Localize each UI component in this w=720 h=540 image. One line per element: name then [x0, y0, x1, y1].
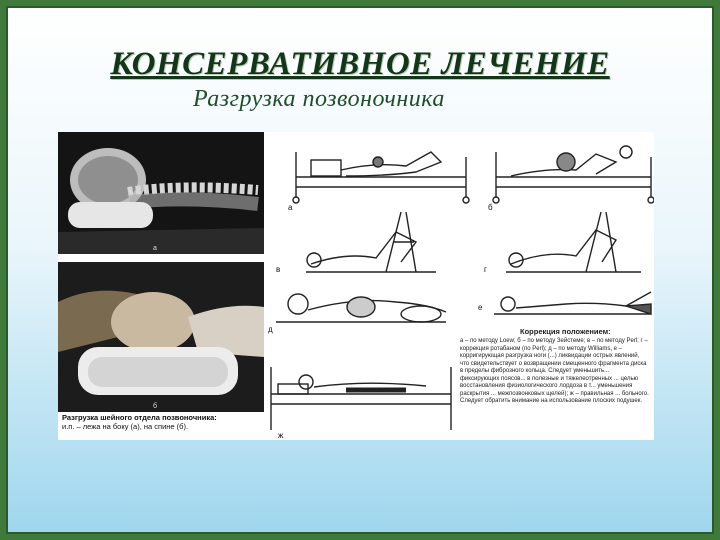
left-caption-title: Разгрузка шейного отдела позвоночника:: [62, 413, 217, 422]
photo-woman-on-pillow: [58, 262, 264, 412]
lying-drawing-e: [494, 292, 651, 314]
panel-letter-b-bottom: б: [153, 403, 158, 410]
left-caption: [62, 414, 262, 431]
slide-subtitle: Разгрузка позвоночника: [193, 86, 445, 112]
slide: [6, 6, 714, 534]
leg-support-drawing-g: [506, 212, 641, 272]
figure-legend: [460, 327, 650, 406]
panel-letter-a-top: а: [153, 245, 157, 252]
left-caption-text: и.п. – лежа на боку (а), на спине (б).: [62, 421, 189, 431]
panel-letter-a: а: [288, 203, 293, 212]
panel-letter-zh: ж: [278, 431, 284, 440]
legend-header: Коррекция положением:: [520, 327, 611, 336]
panel-letter-e: е: [478, 303, 483, 312]
bed-drawing-a: [293, 152, 469, 203]
woman-pillow-image: [58, 262, 264, 412]
slide-title: КОНСЕРВАТИВНОЕ ЛЕЧЕНИЕ: [110, 46, 610, 82]
panel-letter-d: д: [268, 325, 273, 334]
bed-drawing-zh: [271, 367, 451, 430]
photo-spine-side: [58, 132, 264, 254]
panel-letter-g: г: [484, 265, 487, 274]
bed-drawing-b: [493, 146, 654, 203]
legend-text: а – по методу Loew; б – по методу Зейстеме; в – по методу Perl; г – коррекция ротабаном (по Perl); д – по методу Williams, е – корригирующая разгрузка ноги (...) ликвидации острых явлений, что свидетельствует о возвращении смещенного фрагмента диска в пределы фиброзного кольца. Следует уменьшить... фиксирующих поясов... в полезные и тяжелеотренных ... целью восстановления физиологического лордоза в т... уменьшения раскрытия ... межпозвонковых щелей); ж – правильная ... больного. Следует обратить внимание на использование плоских подушек.: [460, 338, 649, 405]
spine-side-image: [58, 132, 264, 254]
pillow-drawing-d: [276, 294, 446, 322]
panel-letter-b: б: [488, 203, 493, 212]
panel-letter-v: в: [276, 265, 281, 274]
illustration-collage: [58, 132, 654, 440]
leg-support-drawing-v: [306, 212, 436, 272]
